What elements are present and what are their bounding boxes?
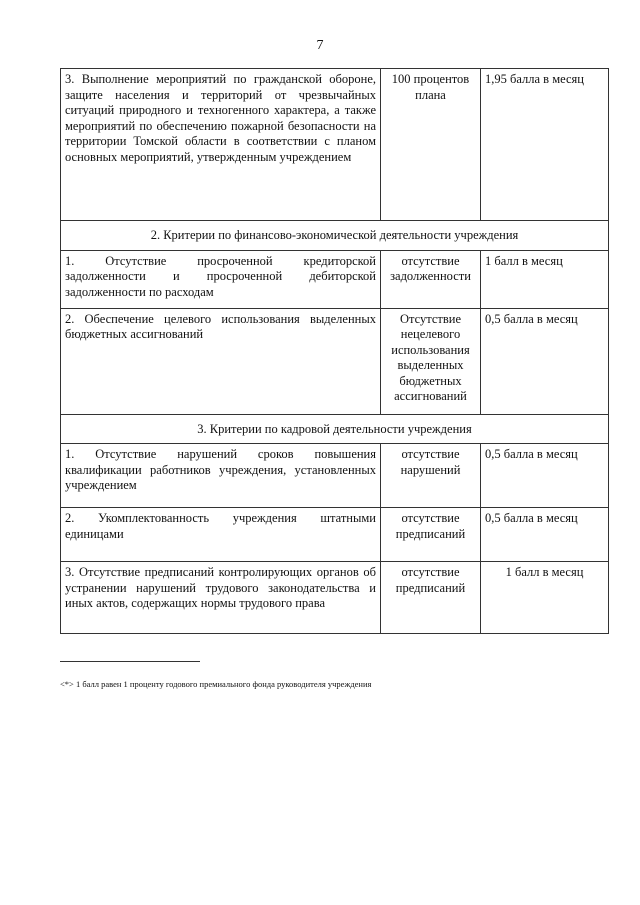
value-cell: отсутствие задолженности [381, 250, 481, 308]
table-row [61, 69, 609, 221]
criterion-cell: 2. Укомплектованность учреждения штатными единицами [61, 508, 381, 562]
footnote-divider [60, 661, 200, 662]
criterion-cell: 1. Отсутствие нарушений сроков повышения квалификации работников учреждения, установленных учреждением [61, 444, 381, 508]
points-cell: 1 балл в месяц [481, 250, 609, 308]
value-cell: Отсутствие нецелевого использования выделенных бюджетных ассигнований [381, 308, 481, 414]
value-cell: отсутствие предписаний [381, 562, 481, 634]
criteria-table [60, 68, 609, 634]
points-cell: 1,95 балла в месяц [481, 69, 609, 221]
section-header-row [61, 221, 609, 251]
points-cell: 0,5 балла в месяц [481, 508, 609, 562]
table-row [61, 508, 609, 562]
value-cell: 100 процентов плана [381, 69, 481, 221]
value-cell: отсутствие предписаний [381, 508, 481, 562]
table-row [61, 562, 609, 634]
footnote: <*> 1 балл равен 1 проценту годового премиального фонда руководителя учреждения [60, 679, 372, 689]
criterion-cell: 3. Отсутствие предписаний контролирующих органов об устранении нарушений трудового законодательства и иных актов, содержащих нормы трудового права [61, 562, 381, 634]
value-cell: отсутствие нарушений [381, 444, 481, 508]
points-cell: 0,5 балла в месяц [481, 308, 609, 414]
criterion-cell: 2. Обеспечение целевого использования выделенных бюджетных ассигнований [61, 308, 381, 414]
page-number: 7 [316, 38, 324, 53]
table-row [61, 444, 609, 508]
criterion-cell: 3. Выполнение мероприятий по гражданской обороне, защите населения и территорий от чрезвычайных ситуаций природного и техногенного характера, а также мероприятий по обеспечению пожарной безопасности на территории Томской области в соответствии с планом основных мероприятий, утвержденным учреждением [61, 69, 381, 221]
section-title: 2. Критерии по финансово-экономической деятельности учреждения [61, 221, 609, 251]
points-cell: 0,5 балла в месяц [481, 444, 609, 508]
table-row [61, 308, 609, 414]
points-cell: 1 балл в месяц [481, 562, 609, 634]
criterion-cell: 1. Отсутствие просроченной кредиторской задолженности и просроченной дебиторской задолженности по расходам [61, 250, 381, 308]
section-title: 3. Критерии по кадровой деятельности учреждения [61, 414, 609, 444]
section-header-row [61, 414, 609, 444]
table-row [61, 250, 609, 308]
